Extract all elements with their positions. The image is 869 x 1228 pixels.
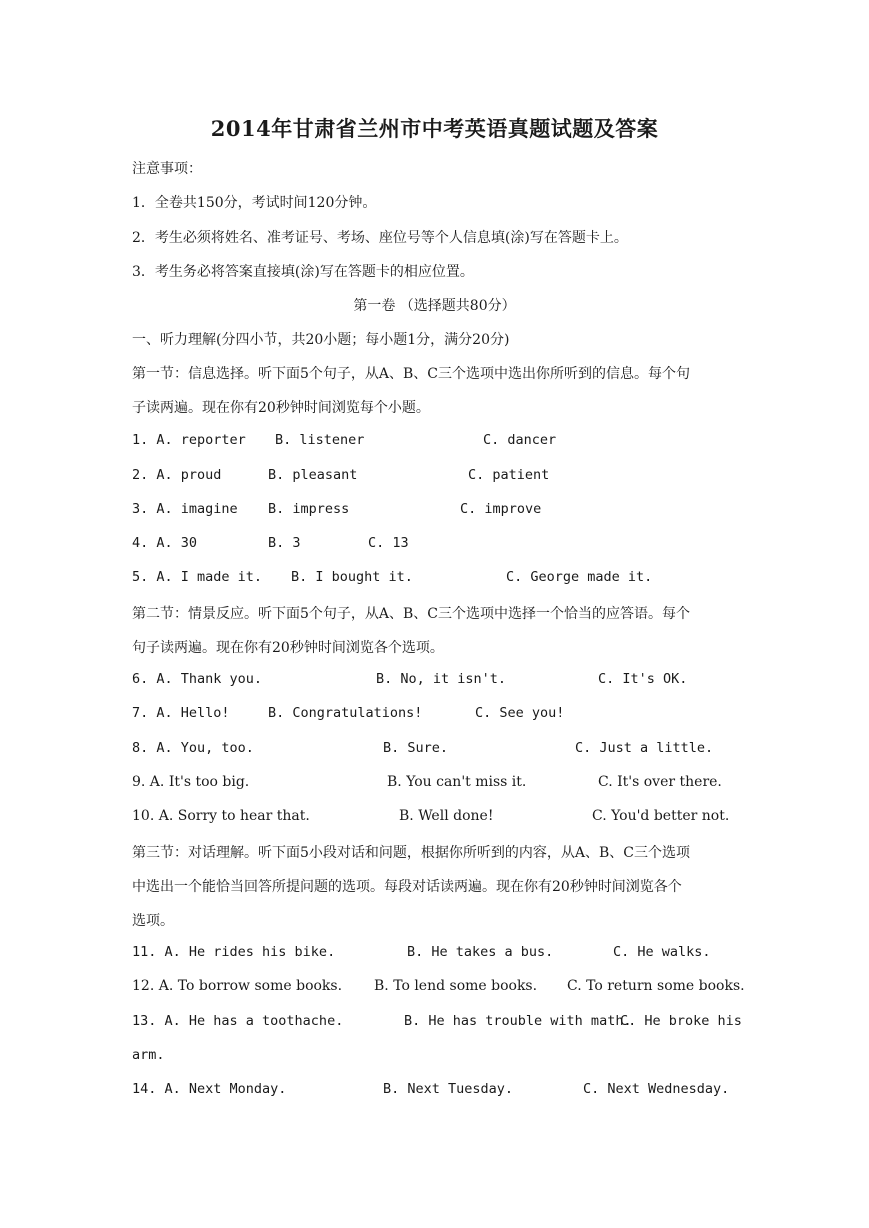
option-a: 10. A. Sorry to hear that. (132, 808, 310, 824)
notice-item: 3．考生务必将答案直接填(涂)写在答题卡的相应位置。 (132, 264, 474, 280)
option-a: 6. A. Thank you. (132, 671, 263, 687)
option-a: 3. A. imagine (132, 501, 238, 517)
option-a: 14. A. Next Monday. (132, 1081, 287, 1097)
option-c: C. He broke his (620, 1013, 742, 1029)
notice-heading: 注意事项： (132, 161, 202, 177)
option-c: C. 13 (368, 535, 409, 551)
option-b: B. impress (268, 501, 350, 517)
section-instruction: 第一节：信息选择。听下面5个句子，从A、B、C三个选项中选出你所听到的信息。每个句 (132, 366, 691, 382)
option-c: C. See you! (475, 705, 565, 721)
option-a: 5. A. I made it. (132, 569, 263, 585)
section-instruction: 选项。 (132, 913, 174, 929)
option-c: C. It's over there. (598, 774, 722, 790)
option-a: 13. A. He has a toothache. (132, 1013, 344, 1029)
option-c: C. patient (468, 467, 550, 483)
page-title: 2014年甘肃省兰州市中考英语真题试题及答案 (210, 116, 659, 141)
option-b: B. He has trouble with math. (404, 1013, 632, 1029)
option-c: C. It's OK. (598, 671, 688, 687)
section-instruction: 第二节：情景反应。听下面5个句子，从A、B、C三个选项中选择一个恰当的应答语。每个 (132, 606, 691, 622)
option-c: C. To return some books. (567, 978, 745, 994)
option-c: C. George made it. (506, 569, 653, 585)
option-b: B. pleasant (268, 467, 358, 483)
part-title: 一、听力理解(分四小节，共20小题；每小题1分，满分20分) (132, 332, 510, 348)
option-b: B. Well done! (399, 808, 494, 824)
option-c: C. dancer (483, 432, 557, 448)
option-a: 9. A. It's too big. (132, 774, 250, 790)
option-c: C. improve (460, 501, 542, 517)
option-b: B. You can't miss it. (387, 774, 527, 790)
volume-title: 第一卷 （选择题共80分） (353, 298, 516, 314)
option-a: 7. A. Hello! (132, 705, 230, 721)
option-a: 4. A. 30 (132, 535, 198, 551)
option-b: B. To lend some books. (374, 978, 538, 994)
question-wrap: arm. (132, 1047, 165, 1063)
section-instruction: 子读两遍。现在你有20秒钟时间浏览每个小题。 (132, 400, 430, 416)
option-c: C. Just a little. (575, 740, 714, 756)
option-c: C. He walks. (613, 944, 711, 960)
option-a: 12. A. To borrow some books. (132, 978, 343, 994)
option-a: 8. A. You, too. (132, 740, 254, 756)
option-a: 11. A. He rides his bike. (132, 944, 336, 960)
option-b: B. He takes a bus. (407, 944, 554, 960)
option-b: B. Sure. (383, 740, 449, 756)
option-b: B. listener (275, 432, 365, 448)
option-b: B. No, it isn't. (376, 671, 507, 687)
option-b: B. I bought it. (291, 569, 413, 585)
option-c: C. Next Wednesday. (583, 1081, 730, 1097)
section-instruction: 句子读两遍。现在你有20秒钟时间浏览各个选项。 (132, 640, 444, 656)
option-a: 1. A. reporter (132, 432, 246, 448)
option-b: B. Next Tuesday. (383, 1081, 514, 1097)
notice-item: 1．全卷共150分，考试时间120分钟。 (132, 195, 377, 211)
section-instruction: 第三节：对话理解。听下面5小段对话和问题，根据你所听到的内容，从A、B、C三个选项 (132, 845, 691, 861)
notice-item: 2．考生必须将姓名、准考证号、考场、座位号等个人信息填(涂)写在答题卡上。 (132, 230, 628, 246)
option-b: B. Congratulations! (268, 705, 423, 721)
section-instruction: 中选出一个能恰当回答所提问题的选项。每段对话读两遍。现在你有20秒钟时间浏览各个 (132, 879, 682, 895)
option-c: C. You'd better not. (592, 808, 730, 824)
option-a: 2. A. proud (132, 467, 222, 483)
option-b: B. 3 (268, 535, 301, 551)
